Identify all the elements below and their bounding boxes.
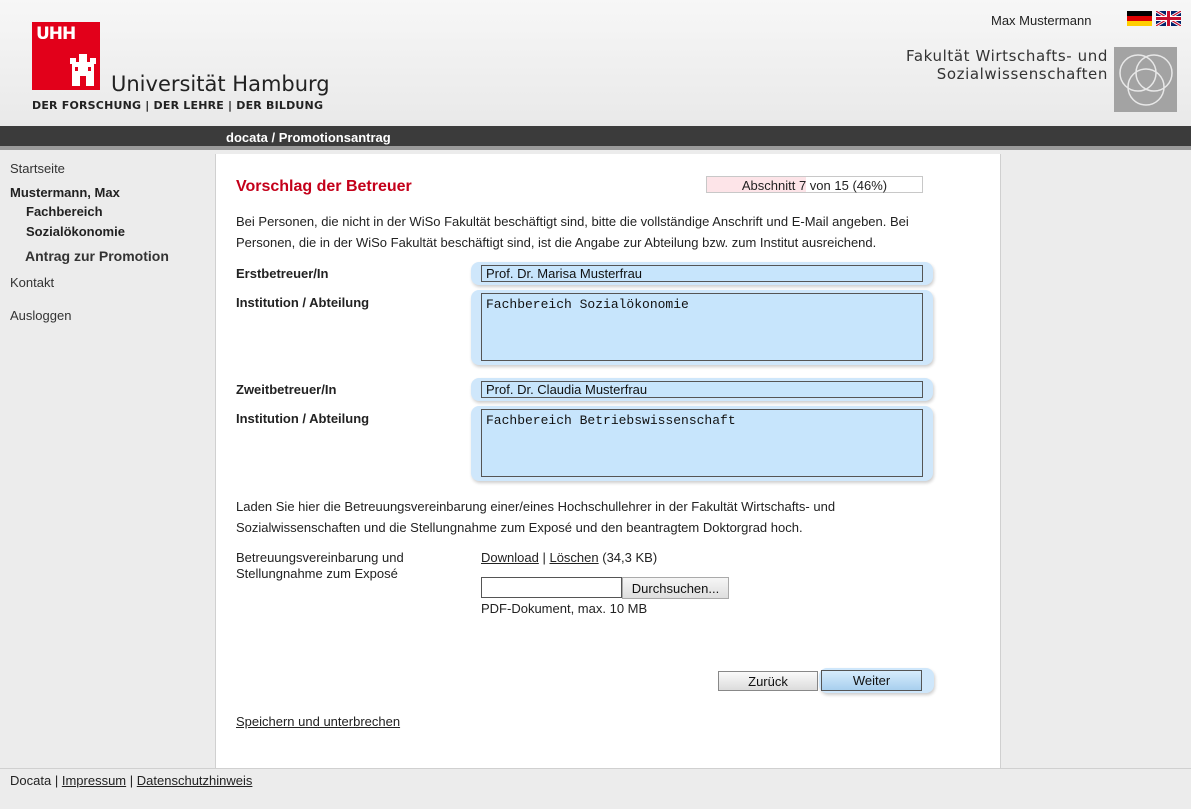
next-button-wrap — [819, 668, 934, 693]
page-title: Vorschlag der Betreuer — [236, 178, 412, 195]
institution2-label: Institution / Abteilung — [236, 411, 370, 426]
footer-separator: | — [129, 773, 134, 788]
institution1-textarea[interactable] — [481, 293, 923, 361]
delete-link[interactable]: Löschen — [549, 550, 599, 565]
save-and-pause-link[interactable]: Speichern und unterbrechen — [236, 714, 401, 729]
download-link[interactable]: Download — [481, 550, 539, 565]
sidebar-item-antrag[interactable]: Antrag zur Promotion — [25, 248, 169, 264]
next-button[interactable]: Weiter — [821, 670, 922, 691]
faculty-name-line1: Fakultät Wirtschafts- und — [906, 47, 1108, 65]
footer — [0, 768, 1191, 809]
sidebar-item-kontakt[interactable]: Kontakt — [10, 275, 55, 290]
file-links — [481, 550, 657, 565]
footer-app-name: Docata — [10, 773, 52, 788]
castle-icon — [70, 52, 96, 86]
uhh-logo[interactable] — [32, 22, 100, 90]
footer-separator: | — [54, 773, 59, 788]
faculty-name-line2: Sozialwissenschaften — [936, 65, 1108, 83]
file-hint: PDF-Dokument, max. 10 MB — [481, 601, 648, 616]
faculty-name — [868, 47, 1108, 83]
progress-indicator — [706, 176, 923, 193]
erstbetreuer-label: Erstbetreuer/In — [236, 266, 329, 281]
intro-text: Bei Personen, die nicht in der WiSo Fakultät beschäftigt sind, bitte die vollständige Anschrift und E-Mail angeben. Bei Personen, die in der WiSo Fakultät beschäftigt sind, ist die Angabe zur Abteilung bzw. zum Institut ausreichend. — [236, 214, 909, 250]
erstbetreuer-input[interactable] — [481, 265, 923, 282]
file-size: (34,3 KB) — [602, 550, 658, 565]
sidebar-item-ausloggen[interactable]: Ausloggen — [10, 308, 72, 323]
browse-button[interactable]: Durchsuchen... — [622, 577, 729, 599]
upload-label: Betreuungsvereinbarung und Stellungnahme zum Exposé — [236, 550, 404, 581]
zweitbetreuer-input[interactable] — [481, 381, 923, 398]
datenschutz-link[interactable]: Datenschutzhinweis — [136, 773, 253, 788]
faculty-logo-icon — [1114, 47, 1177, 112]
institution1-field-wrap — [471, 290, 933, 365]
uhh-logo-text: UHH — [36, 24, 76, 44]
title-bar — [0, 126, 1191, 150]
sidebar — [0, 154, 215, 768]
header — [0, 0, 1191, 126]
german-flag-icon[interactable] — [1127, 11, 1152, 26]
sidebar-item-fachbereich[interactable]: Fachbereich Sozialökonomie — [26, 204, 125, 239]
institution2-field-wrap — [471, 406, 933, 481]
back-button[interactable]: Zurück — [718, 671, 818, 691]
logged-in-user: Max Mustermann — [991, 13, 1092, 28]
institution1-label: Institution / Abteilung — [236, 295, 370, 310]
uk-flag-icon[interactable] — [1156, 11, 1181, 26]
link-separator: | — [542, 550, 546, 565]
footer-links — [10, 773, 252, 788]
sidebar-item-startseite[interactable]: Startseite — [10, 161, 65, 176]
progress-text: Abschnitt 7 von 15 (46%) — [741, 178, 888, 193]
university-name: Universität Hamburg — [111, 72, 330, 96]
erstbetreuer-field-wrap — [471, 262, 933, 285]
upload-intro-text: Laden Sie hier die Betreuungsvereinbarung einer/eines Hochschullehrer in der Fakultät Wirtschafts- und Sozialwissenschaften und die Stellungnahme zum Exposé und den beantragtem Doktorgrad hoch. — [236, 499, 836, 535]
main-content — [215, 154, 1001, 768]
institution2-textarea[interactable] — [481, 409, 923, 477]
impressum-link[interactable]: Impressum — [61, 773, 127, 788]
file-path-input[interactable] — [481, 577, 622, 598]
zweitbetreuer-field-wrap — [471, 378, 933, 401]
zweitbetreuer-label: Zweitbetreuer/In — [236, 382, 337, 397]
sidebar-item-user[interactable]: Mustermann, Max — [10, 185, 120, 200]
university-tagline: DER FORSCHUNG | DER LEHRE | DER BILDUNG — [32, 99, 324, 112]
app-title: docata / Promotionsantrag — [226, 130, 391, 145]
